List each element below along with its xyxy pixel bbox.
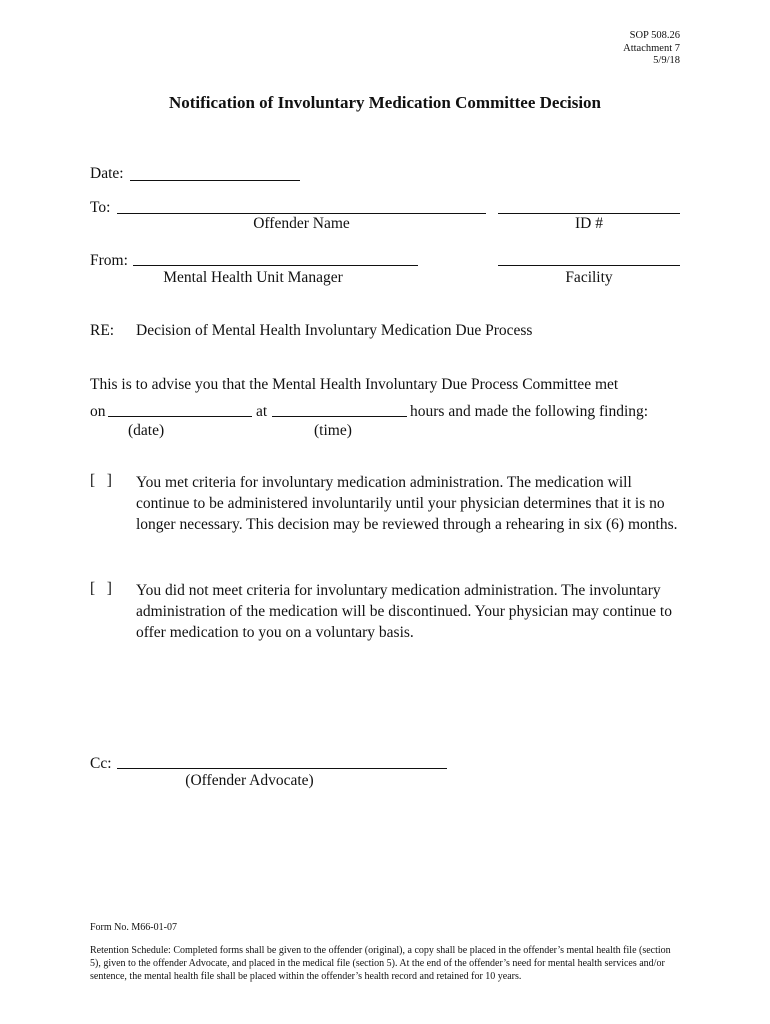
- re-text: Decision of Mental Health Involuntary Medication Due Process: [136, 322, 533, 339]
- manager-caption: Mental Health Unit Manager: [163, 269, 343, 286]
- option-met-text: [136, 472, 696, 535]
- finding-text: hours and made the following finding:: [410, 403, 649, 420]
- cc-field-line[interactable]: [117, 768, 447, 769]
- cc-caption: (Offender Advocate): [185, 772, 314, 789]
- retention-line: 5), given to the offender Advocate, and placed in the medical file (section 5). At the end of the offender’s need for mental health services and/or: [90, 958, 665, 969]
- option-met-line: continue to be administered involuntarily until your physician determines that it is no: [136, 495, 665, 512]
- cc-label: Cc:: [90, 755, 112, 772]
- offender-name-field-line[interactable]: [117, 213, 486, 214]
- at-label: at: [256, 403, 268, 420]
- form-number: Form No. M66-01-07: [90, 922, 177, 933]
- retention-line: sentence, the mental health file shall be placed within the offender’s health record and retained for 10 years.: [90, 971, 522, 982]
- from-label: From:: [90, 252, 128, 269]
- manager-field-line[interactable]: [133, 265, 418, 266]
- meeting-time-line[interactable]: [272, 416, 407, 417]
- option-met-checkbox[interactable]: [ ]: [90, 472, 112, 489]
- offender-name-caption: Offender Name: [253, 215, 350, 232]
- sop-number: SOP 508.26: [629, 30, 680, 41]
- option-met-line: You met criteria for involuntary medication administration. The medication will: [136, 474, 632, 491]
- option-not-met-checkbox[interactable]: [ ]: [90, 580, 112, 597]
- retention-schedule: [90, 944, 690, 983]
- time-caption: (time): [314, 422, 352, 439]
- document-header: [623, 30, 680, 68]
- page-title: Notification of Involuntary Medication Committee Decision: [168, 93, 602, 112]
- date-field-line[interactable]: [130, 180, 300, 181]
- meeting-date-line[interactable]: [108, 416, 252, 417]
- re-label: RE:: [90, 322, 115, 339]
- option-not-met-line: offer medication to you on a voluntary basis.: [136, 624, 414, 641]
- retention-line: Retention Schedule: Completed forms shall be given to the offender (original), a copy shall be placed in the offender’s mental health file (section: [90, 945, 671, 956]
- option-not-met-text: [136, 580, 696, 643]
- on-label: on: [90, 403, 106, 420]
- id-caption: ID #: [575, 215, 603, 232]
- advise-line: This is to advise you that the Mental Health Involuntary Due Process Committee met: [90, 376, 619, 393]
- option-not-met-line: You did not meet criteria for involuntary medication administration. The involuntary: [136, 582, 661, 599]
- facility-field-line[interactable]: [498, 265, 680, 266]
- to-label: To:: [90, 199, 111, 216]
- id-field-line[interactable]: [498, 213, 680, 214]
- date-caption: (date): [128, 422, 165, 439]
- revision-date: 5/9/18: [653, 55, 680, 67]
- option-met-line: longer necessary. This decision may be reviewed through a rehearing in six (6) months.: [136, 516, 678, 533]
- option-not-met-line: administration of the medication will be discontinued. Your physician may continue to: [136, 603, 672, 620]
- attachment-number: Attachment 7: [623, 42, 680, 54]
- facility-caption: Facility: [565, 269, 613, 286]
- date-label: Date:: [90, 165, 124, 182]
